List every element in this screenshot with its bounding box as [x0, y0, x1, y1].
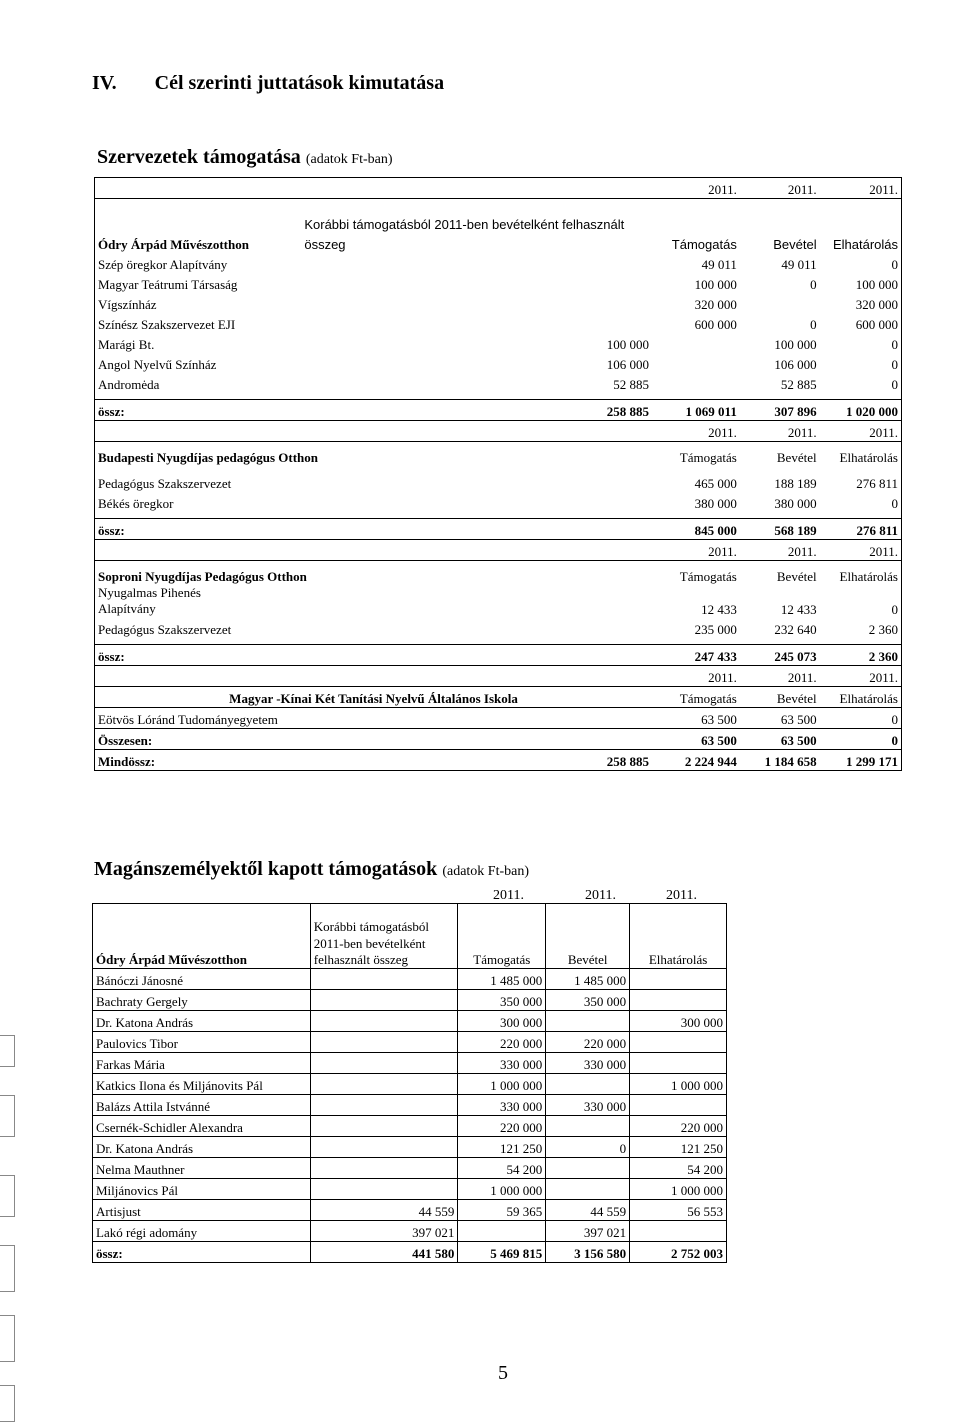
- table-row: Artisjust 44 559 59 365 44 559 56 553: [93, 1200, 727, 1221]
- table-row: Színész Szakszervezet EJI 600 000 0 600 000: [98, 317, 898, 333]
- page-title: [92, 72, 444, 95]
- table-row: Andromėda 52 885 52 885 0: [98, 377, 898, 393]
- table-row: Pedagógus Szakszervezet 465 000 188 189 276 811: [98, 476, 898, 492]
- table-row: Balázs Attila Istvánné 330 000 330 000: [93, 1095, 727, 1116]
- prev-support-header: Korábbi támogatásból 2011-ben bevételként felhasznált: [304, 217, 625, 233]
- org-name: Ódry Árpád Művészotthon: [93, 904, 311, 969]
- table-row: Katkics Ilona és Miljánovits Pál 1 000 000 1 000 000: [93, 1074, 727, 1095]
- scan-mark: [0, 1385, 15, 1422]
- table-row: Szép öregkor Alapítvány 49 011 49 011 0: [98, 257, 898, 273]
- table-row: Vígszínház 320 000 320 000: [98, 297, 898, 313]
- group-name: Ódry Árpád Művészotthon: [98, 237, 249, 253]
- table-row: Nyugalmas Pihenés Alapítvány 12 433 12 433 0: [98, 585, 898, 617]
- group3-total-row: össz: 247 433 245 073 2 360: [95, 644, 902, 665]
- group4-header: Magyar -Kínai Két Tanítási Nyelvű Általános Iskola Támogatás Bevétel Elhatárolás: [95, 686, 902, 707]
- grand-total-row: Mindössz: 258 885 2 224 944 1 184 658 1 299 171: [95, 749, 902, 770]
- scan-mark: [0, 1095, 15, 1137]
- scan-mark: [0, 1175, 15, 1217]
- header-row: Ódry Árpád Művészotthon Korábbi támogatásból 2011-ben bevételként felhasznált összeg Támogatás Bevétel Elhatárolás: [93, 904, 727, 969]
- table-row: Eötvös Lóránd Tudományegyetem 63 500 63 500 0: [98, 711, 898, 727]
- table-row: Angol Nyelvű Színház 106 000 106 000 0: [98, 357, 898, 373]
- group2-total-row: össz: 845 000 568 189 276 811: [95, 519, 902, 540]
- section-title: Cél szerinti juttatások kimutatása: [154, 72, 445, 94]
- prev-support-header: Korábbi támogatásból 2011-ben bevételként felhasznált összeg: [310, 904, 458, 969]
- group4-total-row: Összesen: 63 500 63 500 0: [95, 728, 902, 749]
- table-row: Pedagógus Szakszervezet 235 000 232 640 2 360: [98, 621, 898, 637]
- section1-heading: Szervezetek támogatása (adatok Ft-ban): [97, 146, 393, 168]
- group3-header: Soproni Nyugdíjas Pedagógus Otthon Támogatás Bevétel Elhatárolás: [95, 565, 902, 585]
- header-row-2: Ódry Árpád Művészotthon összeg Támogatás Bevétel Elhatárolás: [95, 233, 902, 253]
- table-row: Magyar Teátrumi Társaság 100 000 0 100 000: [98, 277, 898, 293]
- header-row-1: [95, 213, 902, 233]
- table-row: Dr. Katona András 300 000 300 000: [93, 1011, 727, 1032]
- group1-total-row: össz: 258 885 1 069 011 307 896 1 020 000: [95, 400, 902, 421]
- table-row: Békés öregkor 380 000 380 000 0: [98, 496, 898, 512]
- page-number: 5: [498, 1362, 508, 1384]
- group-name: Budapesti Nyugdíjas pedagógus Otthon: [98, 450, 318, 466]
- table-row: Marági Bt. 100 000 100 000 0: [98, 337, 898, 353]
- table-row: Csernék-Schidler Alexandra 220 000 220 000: [93, 1116, 727, 1137]
- table-row: Bánóczi Jánosné 1 485 000 1 485 000: [93, 969, 727, 990]
- individual-donations-table: [92, 903, 727, 1263]
- year-row: 2011. 2011. 2011.: [708, 182, 898, 198]
- section-number: IV.: [92, 72, 117, 94]
- group-name: Magyar -Kínai Két Tanítási Nyelvű Általános Iskola: [95, 686, 653, 707]
- scan-mark: [0, 1245, 15, 1292]
- unit-note: (adatok Ft-ban): [442, 864, 530, 879]
- table-row: Miljánovics Pál 1 000 000 1 000 000: [93, 1179, 727, 1200]
- table-row: Farkas Mária 330 000 330 000: [93, 1053, 727, 1074]
- organizations-support-table: 2011. 2011. 2011. Korábbi támogatásból 2011-ben bevételként felhasznált Ódry Árpád Művészotthon összeg Támogatás Bevétel Elhatárolás Szép öregkor Alapítvány 49 011 49 011 0 Magyar Teátrumi Társaság 100 000 0 100 000 Vígszínház 320 000 320 000 Színész Szakszervezet EJI 600 000 0 600 000 Marági Bt. 100 000 100 000 0 Angol Nyelvű Színház 106 000 106 000 0 Andromėda 52 885 52 885 0 össz: 258 885 1 069 011 307 896 1 020 000 2011. 2011. 2011. Budapesti Nyugdíjas pedagógus Otthon Támogatás Bevétel Elhatárolás Pedagógus Szakszervezet 465 000 188 189 276 811 Békés öregkor 380 000 380 000 0 össz: 845 000 568 189 276 811 2011. 2011. 2011. Soproni Nyugdíjas Pedagógus Otthon Támogatás Bevétel Elhatárolás Nyugalmas Pihenés Alapítvány 12 433 12 433 0 Pedagógus Szakszervezet 235 000 232 640 2 360 össz: 247 433 245 073 2 360 2011. 2011. 2011. Magyar -Kínai Két Tanítási Nyelvű Általános Iskola Támogatás Bevétel Elhatárolás Eötvös Lóránd Tudományegyetem 63 500 63 500 0 Összesen: 63 500 63 500 0 Mindössz: 258 885 2 224 944 1 184 658 1 299 171: [94, 177, 902, 771]
- table-row: Paulovics Tibor 220 000 220 000: [93, 1032, 727, 1053]
- table-row: Dr. Katona András 121 250 0 121 250: [93, 1137, 727, 1158]
- scan-mark: [0, 1035, 15, 1067]
- scan-mark: [0, 1315, 15, 1362]
- section2-heading: Magánszemélyektől kapott támogatások (adatok Ft-ban): [94, 858, 530, 880]
- group2-header: Budapesti Nyugdíjas pedagógus Otthon Támogatás Bevétel Elhatárolás: [95, 446, 902, 466]
- table-row: Nelma Mauthner 54 200 54 200: [93, 1158, 727, 1179]
- table-row: Lakó régi adomány 397 021 397 021: [93, 1221, 727, 1242]
- group-name: Soproni Nyugdíjas Pedagógus Otthon: [98, 569, 307, 585]
- table-row: Bachraty Gergely 350 000 350 000: [93, 990, 727, 1011]
- unit-note: (adatok Ft-ban): [305, 152, 393, 167]
- total-row: össz: 441 580 5 469 815 3 156 580 2 752 003: [93, 1242, 727, 1263]
